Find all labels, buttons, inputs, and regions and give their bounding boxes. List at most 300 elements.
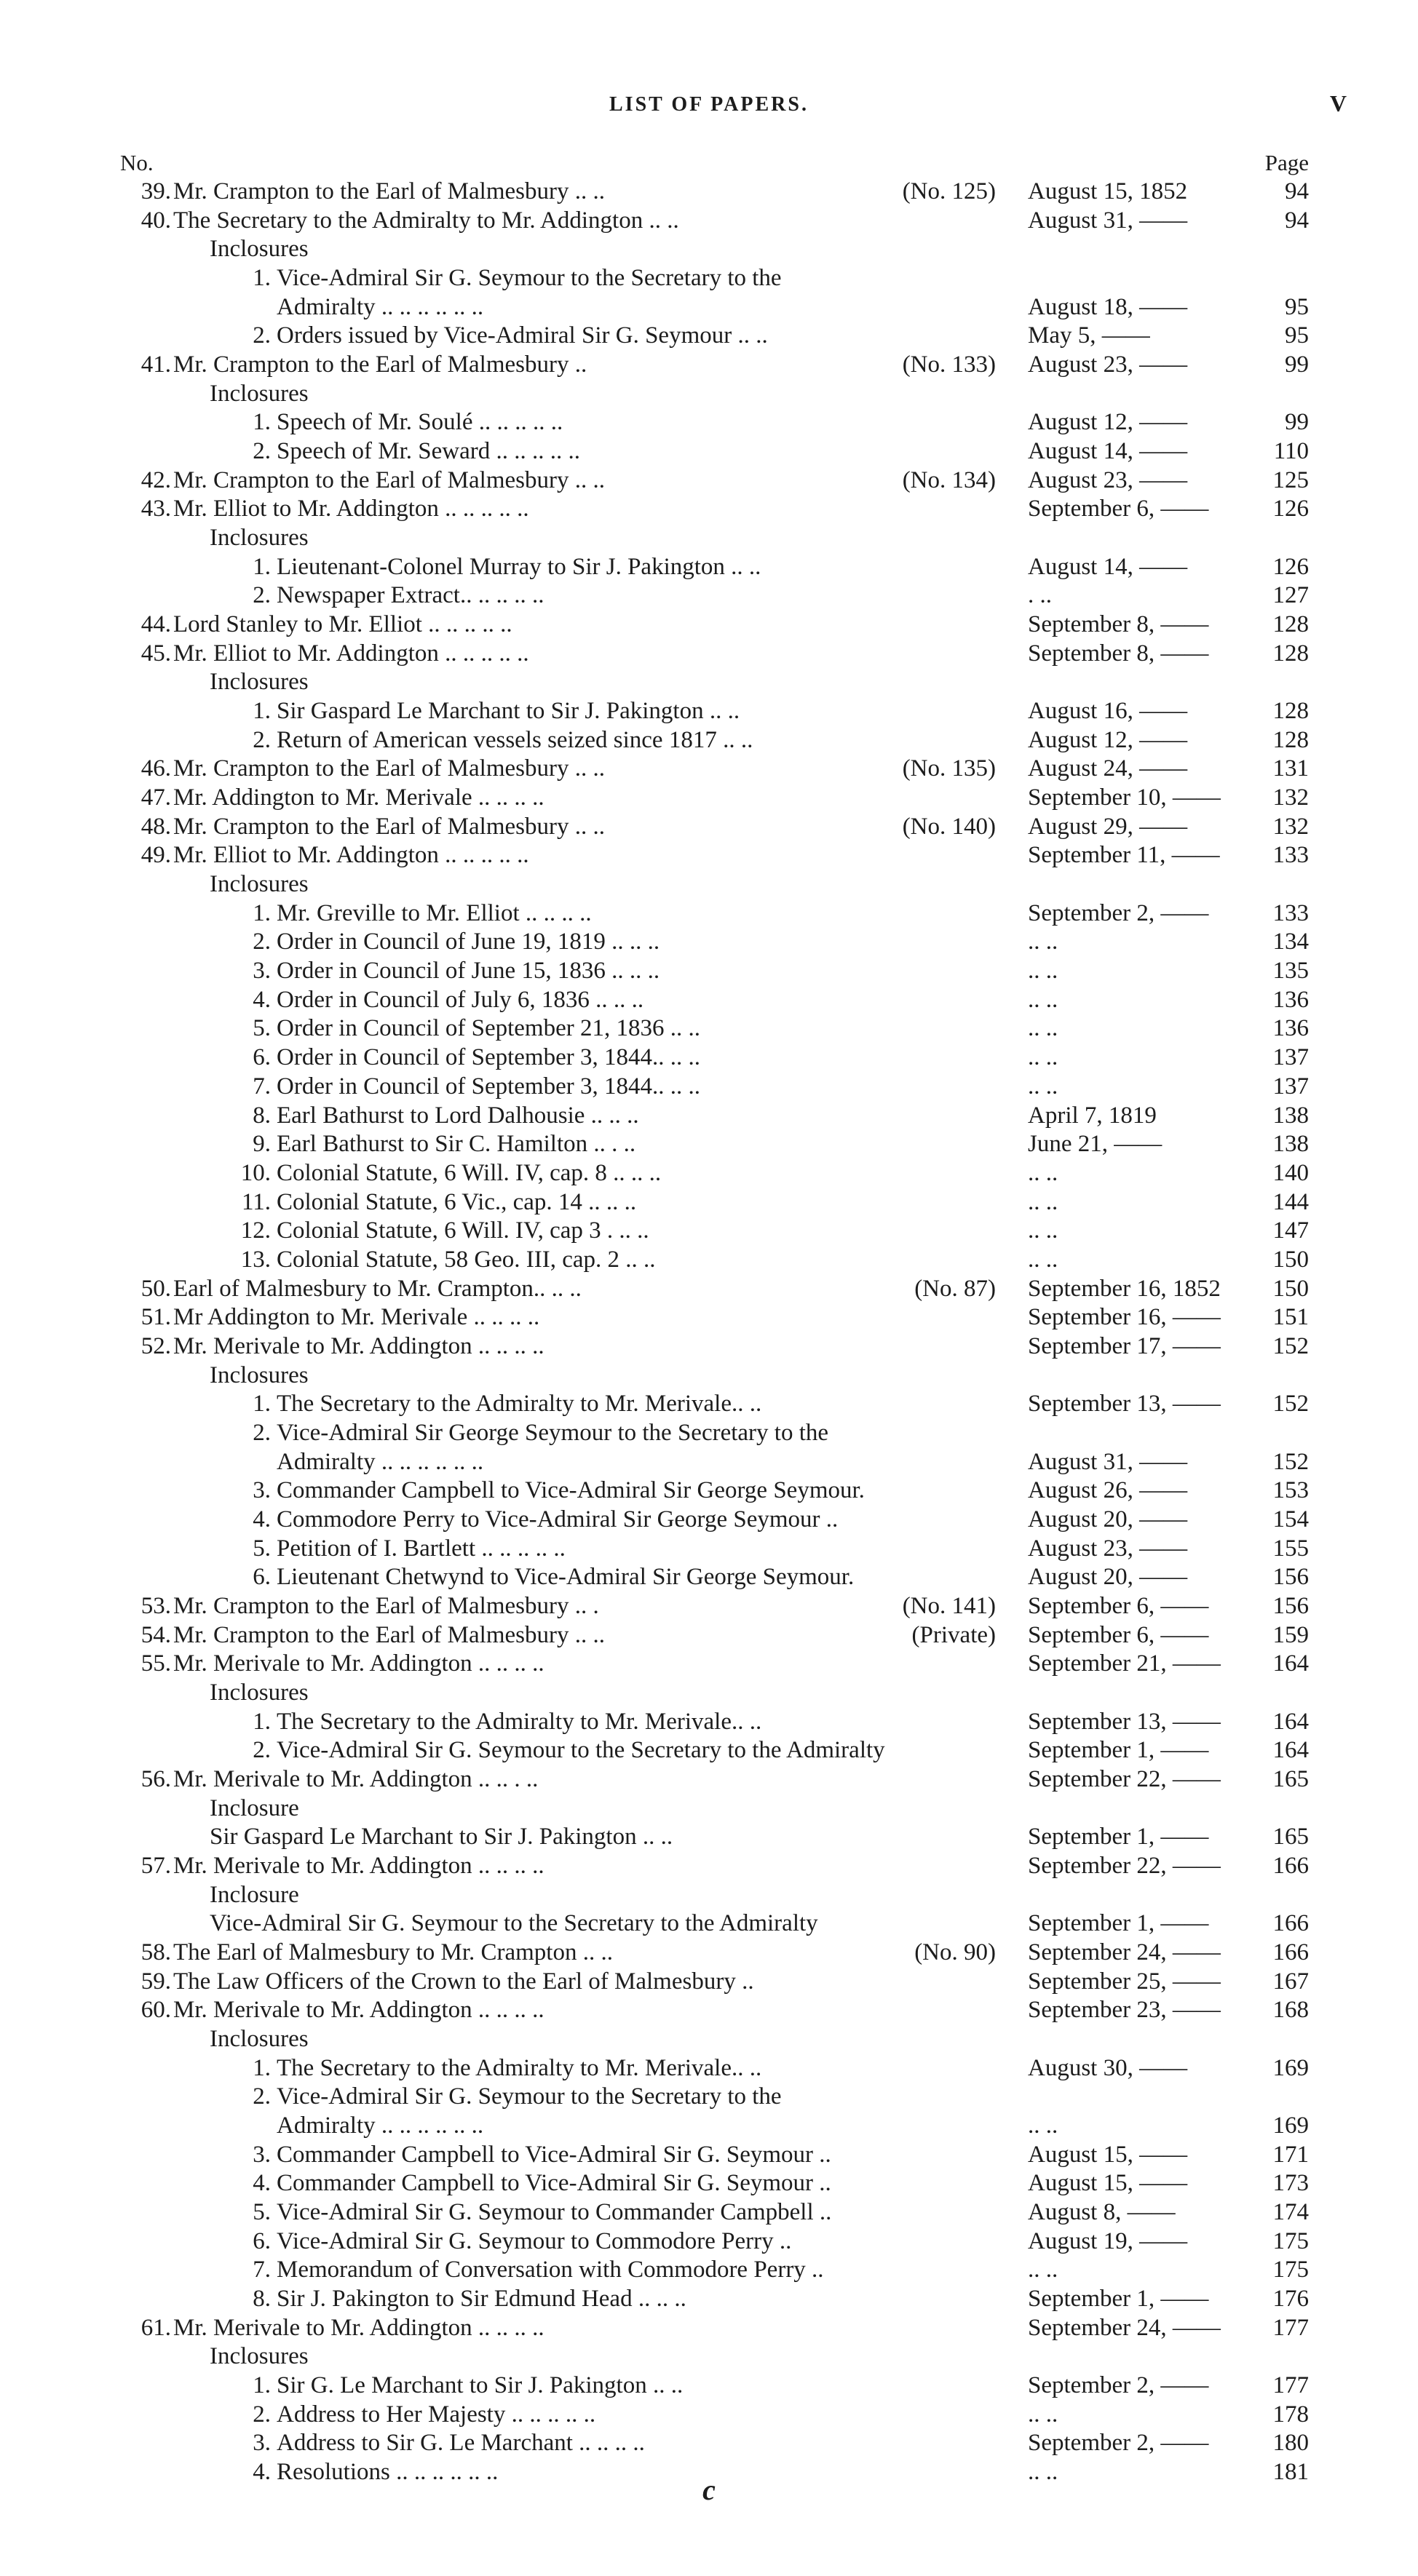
list-item	[0, 207, 1418, 236]
entry-date: August 23, ——	[1028, 351, 1188, 378]
entry-title: Mr. Merivale to Mr. Addington .. .. .. ..	[173, 1997, 544, 2024]
entry-page: 147	[1272, 1217, 1309, 1244]
entry-title: Mr. Crampton to the Earl of Malmesbury .. ..	[173, 813, 605, 840]
entry-date: August 20, ——	[1028, 1506, 1188, 1533]
list-item	[0, 697, 1418, 726]
entry-date: September 16, 1852	[1028, 1275, 1221, 1302]
list-item	[0, 2025, 1418, 2054]
entry-title: Mr Addington to Mr. Merivale .. .. .. ..	[173, 1304, 540, 1331]
entry-title: Order in Council of September 21, 1836 .. ..	[277, 1015, 700, 1042]
entry-date: September 2, ——	[1028, 899, 1209, 926]
entry-number: 11.	[241, 1188, 271, 1215]
entry-number: 5.	[253, 1015, 271, 1042]
entry-number: 2.	[253, 1419, 271, 1446]
entry-page: 155	[1272, 1535, 1309, 1562]
entry-page: 166	[1272, 1910, 1309, 1937]
entry-date: September 1, ——	[1028, 1910, 1209, 1937]
entry-number: 50.	[140, 1275, 171, 1302]
despatch-ref: (No. 90)	[914, 1939, 996, 1965]
entry-title: Mr. Crampton to the Earl of Malmesbury .. ..	[173, 755, 605, 782]
entry-title: Admiralty .. .. .. .. .. ..	[277, 293, 484, 320]
entry-title: Address to Sir G. Le Marchant .. .. .. ..	[277, 2430, 645, 2457]
list-item	[0, 1563, 1418, 1592]
list-item	[0, 1852, 1418, 1881]
despatch-ref: (No. 134)	[902, 466, 996, 493]
entry-page: 151	[1272, 1304, 1309, 1331]
entry-page: 173	[1272, 2170, 1309, 2197]
entry-date: September 24, ——	[1028, 2314, 1221, 2341]
entry-number: 51.	[140, 1304, 171, 1331]
entry-title: Mr. Elliot to Mr. Addington .. .. .. .. ..	[173, 842, 529, 869]
entry-title: Admiralty .. .. .. .. .. ..	[277, 1448, 484, 1475]
list-item	[0, 2314, 1418, 2343]
entry-page: 137	[1272, 1044, 1309, 1071]
entry-title: Inclosures	[210, 871, 309, 898]
entry-number: 59.	[140, 1968, 171, 1995]
entry-page: 152	[1272, 1332, 1309, 1359]
entry-title: Vice-Admiral Sir G. Seymour to the Secretary to the	[277, 2083, 782, 2110]
entry-date: .. ..	[1028, 929, 1058, 955]
entry-number: 55.	[140, 1650, 171, 1677]
entry-title: Lieutenant Chetwynd to Vice-Admiral Sir George Seymour.	[277, 1564, 855, 1591]
entry-date: .. ..	[1028, 2401, 1058, 2428]
entry-title: Mr. Crampton to the Earl of Malmesbury ..	[173, 351, 587, 378]
entry-page: 177	[1272, 2372, 1309, 2399]
entry-number: 2.	[253, 1737, 271, 1764]
entry-number: 58.	[140, 1939, 171, 1965]
list-item	[0, 1303, 1418, 1332]
entry-title: Inclosure	[210, 1794, 299, 1821]
entry-page: 135	[1272, 958, 1309, 985]
list-item	[0, 1073, 1418, 1102]
entry-title: Mr. Elliot to Mr. Addington .. .. .. .. ..	[173, 496, 529, 522]
list-item	[0, 466, 1418, 496]
entry-page: 166	[1272, 1939, 1309, 1965]
entry-date: September 6, ——	[1028, 1592, 1209, 1619]
entry-page: 181	[1272, 2459, 1309, 2486]
entry-date: September 6, ——	[1028, 1621, 1209, 1648]
entry-title: Order in Council of September 3, 1844.. .. ..	[277, 1073, 700, 1100]
entry-title: Mr. Crampton to the Earl of Malmesbury .. ..	[173, 178, 605, 204]
list-item	[0, 1765, 1418, 1794]
entry-title: The Secretary to the Admiralty to Mr. Merivale.. ..	[277, 2054, 762, 2081]
list-item	[0, 2372, 1418, 2401]
column-headers	[120, 150, 1309, 179]
entry-number: 6.	[253, 1044, 271, 1071]
list-item	[0, 293, 1418, 322]
entry-page: 176	[1272, 2286, 1309, 2313]
entry-number: 2.	[253, 726, 271, 753]
entry-page: 164	[1272, 1650, 1309, 1677]
entry-date: August 29, ——	[1028, 813, 1188, 840]
entry-page: 165	[1272, 1765, 1309, 1792]
entry-date: September 13, ——	[1028, 1391, 1221, 1418]
list-item	[0, 178, 1418, 207]
entry-date: September 2, ——	[1028, 2372, 1209, 2399]
entry-page: 95	[1285, 322, 1309, 349]
entry-date: .. ..	[1028, 1044, 1058, 1071]
entry-date: August 31, ——	[1028, 1448, 1188, 1475]
entry-title: Order in Council of June 15, 1836 .. .. ..	[277, 958, 660, 985]
entry-title: Inclosures	[210, 525, 309, 552]
entry-date: .. ..	[1028, 958, 1058, 985]
entry-title: Speech of Mr. Soulé .. .. .. .. ..	[277, 409, 563, 436]
entry-number: 8.	[253, 1102, 271, 1129]
despatch-ref: (No. 135)	[902, 755, 996, 782]
entry-title: Order in Council of June 19, 1819 .. .. ..	[277, 929, 660, 955]
entry-number: 61.	[140, 2314, 171, 2341]
column-header-page: Page	[1264, 150, 1309, 175]
entry-title: Inclosures	[210, 2026, 309, 2052]
entry-number: 10.	[240, 1159, 271, 1186]
entry-title: The Earl of Malmesbury to Mr. Crampton .. ..	[173, 1939, 613, 1965]
entry-page: 165	[1272, 1824, 1309, 1850]
list-item	[0, 870, 1418, 899]
entry-date: .. ..	[1028, 2459, 1058, 2486]
list-item	[0, 726, 1418, 755]
entry-date: August 12, ——	[1028, 726, 1188, 753]
entry-page: 180	[1272, 2430, 1309, 2457]
list-item	[0, 581, 1418, 611]
entry-page: 164	[1272, 1737, 1309, 1764]
list-item	[0, 1361, 1418, 1391]
entry-date: September 8, ——	[1028, 640, 1209, 667]
entry-page: 136	[1272, 986, 1309, 1013]
entry-date: .. ..	[1028, 1217, 1058, 1244]
entry-number: 6.	[253, 1564, 271, 1591]
entry-date: .. ..	[1028, 1188, 1058, 1215]
list-item	[0, 1708, 1418, 1737]
list-item	[0, 1390, 1418, 1419]
entry-page: 169	[1272, 2112, 1309, 2139]
list-item	[0, 1996, 1418, 2025]
entry-title: Speech of Mr. Seward .. .. .. .. ..	[277, 438, 581, 465]
entry-title: Mr. Crampton to the Earl of Malmesbury .. .	[173, 1592, 599, 1619]
entry-title: Vice-Admiral Sir G. Seymour to Commodore Perry ..	[277, 2227, 792, 2254]
list-item	[0, 1448, 1418, 1477]
entry-title: Earl Bathurst to Lord Dalhousie .. .. ..	[277, 1102, 639, 1129]
entry-number: 9.	[253, 1131, 271, 1158]
entry-page: 168	[1272, 1997, 1309, 2024]
entry-page: 144	[1272, 1188, 1309, 1215]
entry-title: Colonial Statute, 6 Vic., cap. 14 .. .. ..	[277, 1188, 637, 1215]
list-item	[0, 2141, 1418, 2170]
page-number-roman: V	[1329, 90, 1347, 116]
entry-title: Mr. Merivale to Mr. Addington .. .. .. ..	[173, 1852, 544, 1879]
entry-number: 3.	[253, 1477, 271, 1504]
list-item	[0, 380, 1418, 409]
list-item	[0, 1535, 1418, 1564]
despatch-ref: (No. 133)	[902, 351, 996, 378]
entry-number: 40.	[140, 207, 171, 234]
entry-number: 2.	[253, 2401, 271, 2428]
list-item	[0, 351, 1418, 380]
entry-title: Order in Council of July 6, 1836 .. .. ..	[277, 986, 644, 1013]
entry-date: August 30, ——	[1028, 2054, 1188, 2081]
entry-page: 136	[1272, 1015, 1309, 1042]
entry-date: September 2, ——	[1028, 2430, 1209, 2457]
list-item	[0, 1014, 1418, 1043]
list-item	[0, 1130, 1418, 1159]
entry-title: Vice-Admiral Sir George Seymour to the Secretary to the	[277, 1419, 829, 1446]
entry-title: Sir J. Pakington to Sir Edmund Head .. .. ..	[277, 2286, 686, 2313]
list-item	[0, 1275, 1418, 1304]
list-item	[0, 2169, 1418, 2198]
list-item	[0, 1968, 1418, 1997]
signature-mark: c	[702, 2473, 716, 2506]
entry-page: 169	[1272, 2054, 1309, 2081]
entry-date: September 1, ——	[1028, 2286, 1209, 2313]
entry-page: 94	[1285, 207, 1309, 234]
list-item	[0, 611, 1418, 640]
entry-date: August 15, 1852	[1028, 178, 1188, 204]
entry-page: 178	[1272, 2401, 1309, 2428]
entry-page: 140	[1272, 1159, 1309, 1186]
despatch-ref: (No. 125)	[902, 178, 996, 204]
entry-title: Mr. Crampton to the Earl of Malmesbury .. ..	[173, 1621, 605, 1648]
entry-title: Inclosures	[210, 236, 309, 263]
list-item	[0, 322, 1418, 351]
entry-title: The Law Officers of the Crown to the Earl of Malmesbury ..	[173, 1968, 754, 1995]
entry-number: 49.	[140, 842, 171, 869]
list-item	[0, 928, 1418, 957]
entry-number: 4.	[253, 2170, 271, 2197]
entry-title: Inclosure	[210, 1881, 299, 1908]
entry-page: 171	[1272, 2141, 1309, 2168]
entry-number: 52.	[140, 1332, 171, 1359]
entry-number: 1.	[253, 409, 271, 436]
entry-number: 57.	[140, 1852, 171, 1879]
entry-number: 2.	[253, 322, 271, 349]
list-item	[0, 1909, 1418, 1939]
column-header-no: No.	[120, 150, 154, 175]
entry-page: 138	[1272, 1102, 1309, 1129]
entry-title: Vice-Admiral Sir G. Seymour to the Secretary to the Admiralty	[210, 1910, 818, 1937]
list-item	[0, 2401, 1418, 2430]
entry-title: Inclosures	[210, 380, 309, 407]
list-item	[0, 1246, 1418, 1275]
entry-date: August 20, ——	[1028, 1564, 1188, 1591]
list-item	[0, 2429, 1418, 2458]
entry-number: 13.	[240, 1246, 271, 1273]
entry-date: August 23, ——	[1028, 1535, 1188, 1562]
entry-date: .. ..	[1028, 2257, 1058, 2283]
entry-title: Mr. Merivale to Mr. Addington .. .. .. ..	[173, 2314, 544, 2341]
entry-page: 133	[1272, 899, 1309, 926]
entry-number: 47.	[140, 784, 171, 811]
entry-number: 1.	[253, 2372, 271, 2399]
list-item	[0, 2227, 1418, 2257]
entry-page: 137	[1272, 1073, 1309, 1100]
entry-page: 174	[1272, 2199, 1309, 2226]
list-item	[0, 841, 1418, 870]
entry-title: Vice-Admiral Sir G. Seymour to Commander Campbell ..	[277, 2199, 832, 2226]
list-item	[0, 957, 1418, 986]
list-item	[0, 813, 1418, 842]
entry-title: Earl Bathurst to Sir C. Hamilton .. . ..	[277, 1131, 636, 1158]
entry-title: Commander Campbell to Vice-Admiral Sir George Seymour.	[277, 1477, 865, 1504]
list-item	[0, 1043, 1418, 1073]
entry-page: 133	[1272, 842, 1309, 869]
entry-date: September 24, ——	[1028, 1939, 1221, 1965]
entry-title: Colonial Statute, 58 Geo. III, cap. 2 .. ..	[277, 1246, 656, 1273]
entry-page: 154	[1272, 1506, 1309, 1533]
entry-number: 39.	[140, 178, 171, 204]
entry-page: 175	[1272, 2257, 1309, 2283]
entry-date: September 22, ——	[1028, 1852, 1221, 1879]
entry-date: September 13, ——	[1028, 1708, 1221, 1735]
entry-date: August 26, ——	[1028, 1477, 1188, 1504]
entry-number: 6.	[253, 2227, 271, 2254]
entry-number: 4.	[253, 2459, 271, 2486]
entry-date: September 17, ——	[1028, 1332, 1221, 1359]
list-item	[0, 408, 1418, 437]
entry-title: Mr. Greville to Mr. Elliot .. .. .. ..	[277, 899, 592, 926]
entry-number: 7.	[253, 2257, 271, 2283]
entry-title: Sir Gaspard Le Marchant to Sir J. Pakington .. ..	[210, 1824, 673, 1850]
entry-number: 42.	[140, 466, 171, 493]
entry-title: The Secretary to the Admiralty to Mr. Merivale.. ..	[277, 1708, 762, 1735]
entry-date: May 5, ——	[1028, 322, 1150, 349]
entry-number: 54.	[140, 1621, 171, 1648]
entry-page: 126	[1272, 553, 1309, 580]
list-item	[0, 1217, 1418, 1246]
entry-date: . ..	[1028, 582, 1052, 609]
entry-number: 3.	[253, 958, 271, 985]
list-item	[0, 2054, 1418, 2083]
list-item	[0, 1621, 1418, 1650]
entry-page: 110	[1273, 438, 1309, 465]
entry-date: June 21, ——	[1028, 1131, 1162, 1158]
entry-date: September 25, ——	[1028, 1968, 1221, 1995]
list-item	[0, 235, 1418, 264]
entry-number: 41.	[140, 351, 171, 378]
list-item	[0, 1102, 1418, 1131]
despatch-ref: (No. 140)	[902, 813, 996, 840]
entry-date: August 14, ——	[1028, 438, 1188, 465]
list-item	[0, 640, 1418, 669]
entry-page: 166	[1272, 1852, 1309, 1879]
entry-page: 126	[1272, 496, 1309, 522]
entry-title: Order in Council of September 3, 1844.. .. ..	[277, 1044, 700, 1071]
entry-title: Mr. Merivale to Mr. Addington .. .. . ..	[173, 1765, 539, 1792]
entry-number: 2.	[253, 438, 271, 465]
entry-title: Return of American vessels seized since 1817 .. ..	[277, 726, 753, 753]
entry-number: 45.	[140, 640, 171, 667]
list-item	[0, 668, 1418, 697]
entry-date: .. ..	[1028, 1015, 1058, 1042]
entry-number: 12.	[240, 1217, 271, 1244]
entry-number: 3.	[253, 2141, 271, 2168]
entry-date: .. ..	[1028, 2112, 1058, 2139]
entry-date: August 14, ——	[1028, 553, 1188, 580]
entry-page: 156	[1272, 1564, 1309, 1591]
list-item	[0, 784, 1418, 813]
entry-date: .. ..	[1028, 1073, 1058, 1100]
entry-number: 2.	[253, 2083, 271, 2110]
list-item	[0, 899, 1418, 929]
entry-title: Admiralty .. .. .. .. .. ..	[277, 2112, 484, 2139]
entry-page: 132	[1272, 784, 1309, 811]
entry-page: 128	[1272, 698, 1309, 725]
entry-number: 56.	[140, 1765, 171, 1792]
list-item	[0, 1679, 1418, 1708]
entry-number: 46.	[140, 755, 171, 782]
entry-number: 2.	[253, 582, 271, 609]
list-item	[0, 524, 1418, 553]
entry-title: Lieutenant-Colonel Murray to Sir J. Pakington .. ..	[277, 553, 761, 580]
list-item	[0, 1650, 1418, 1679]
entry-title: Colonial Statute, 6 Will. IV, cap 3 . .. ..	[277, 1217, 649, 1244]
entry-date: .. ..	[1028, 1246, 1058, 1273]
entry-number: 4.	[253, 986, 271, 1013]
entry-number: 5.	[253, 1535, 271, 1562]
entry-page: 152	[1272, 1391, 1309, 1418]
list-item	[0, 986, 1418, 1015]
list-item	[0, 755, 1418, 784]
entry-title: Commander Campbell to Vice-Admiral Sir G. Seymour ..	[277, 2170, 831, 2197]
entry-number: 1.	[253, 265, 271, 292]
despatch-ref: (No. 87)	[914, 1275, 996, 1302]
entry-title: The Secretary to the Admiralty to Mr. Merivale.. ..	[277, 1391, 762, 1418]
entry-date: September 16, ——	[1028, 1304, 1221, 1331]
list-item	[0, 1332, 1418, 1361]
entry-page: 99	[1285, 351, 1309, 378]
list-item	[0, 1881, 1418, 1910]
entry-title: Vice-Admiral Sir G. Seymour to the Secretary to the Admiralty	[277, 1737, 885, 1764]
entry-title: Earl of Malmesbury to Mr. Crampton.. .. ..	[173, 1275, 582, 1302]
entry-page: 99	[1285, 409, 1309, 436]
list-item	[0, 1939, 1418, 1968]
entry-number: 60.	[140, 1997, 171, 2024]
entry-date: August 23, ——	[1028, 466, 1188, 493]
entry-number: 3.	[253, 2430, 271, 2457]
list-item	[0, 1592, 1418, 1621]
page-header-title: LIST OF PAPERS.	[609, 93, 809, 116]
entry-title: Resolutions .. .. .. .. .. ..	[277, 2459, 499, 2486]
entry-date: September 21, ——	[1028, 1650, 1221, 1677]
entry-title: Sir Gaspard Le Marchant to Sir J. Pakington .. ..	[277, 698, 740, 725]
entry-title: Sir G. Le Marchant to Sir J. Pakington .. ..	[277, 2372, 684, 2399]
entry-title: Memorandum of Conversation with Commodore Perry ..	[277, 2257, 824, 2283]
entry-title: Address to Her Majesty .. .. .. .. ..	[277, 2401, 596, 2428]
list-item	[0, 1506, 1418, 1535]
entry-page: 125	[1272, 466, 1309, 493]
entry-page: 127	[1272, 582, 1309, 609]
entry-title: The Secretary to the Admiralty to Mr. Addington .. ..	[173, 207, 679, 234]
entry-title: Lord Stanley to Mr. Elliot .. .. .. .. ..	[173, 611, 512, 638]
entry-title: Inclosures	[210, 669, 309, 696]
entry-date: September 10, ——	[1028, 784, 1221, 811]
despatch-ref: (Private)	[911, 1621, 996, 1648]
entry-number: 1.	[253, 2054, 271, 2081]
list-item	[0, 264, 1418, 293]
entry-number: 1.	[253, 553, 271, 580]
entry-date: September 8, ——	[1028, 611, 1209, 638]
entry-date: August 31, ——	[1028, 207, 1188, 234]
entry-date: August 8, ——	[1028, 2199, 1176, 2226]
entry-title: Mr. Addington to Mr. Merivale .. .. .. ..	[173, 784, 544, 811]
entry-page: 132	[1272, 813, 1309, 840]
entry-date: September 23, ——	[1028, 1997, 1221, 2024]
entry-number: 7.	[253, 1073, 271, 1100]
entry-page: 164	[1272, 1708, 1309, 1735]
entry-date: August 15, ——	[1028, 2170, 1188, 2197]
entry-title: Petition of I. Bartlett .. .. .. .. ..	[277, 1535, 566, 1562]
entry-page: 150	[1272, 1246, 1309, 1273]
entry-page: 153	[1272, 1477, 1309, 1504]
entry-page: 150	[1272, 1275, 1309, 1302]
